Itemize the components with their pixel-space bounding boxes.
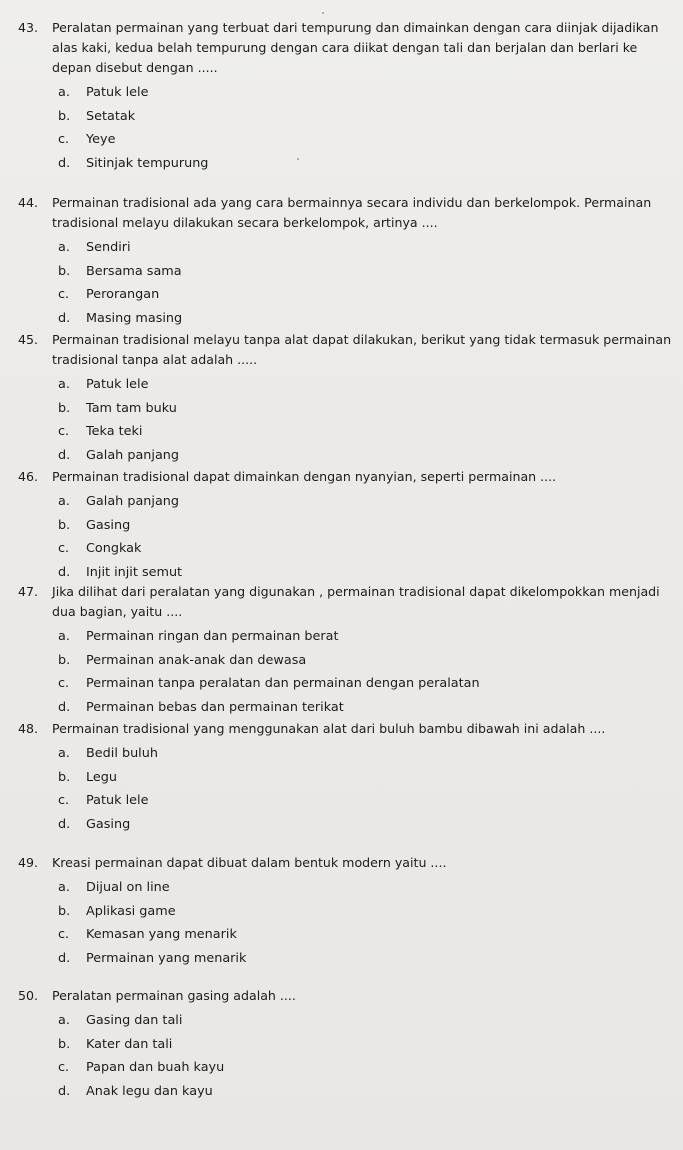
option-letter: c. — [58, 287, 70, 303]
option-text: Patuk lele — [86, 793, 149, 809]
option-letter: a. — [58, 377, 70, 392]
option-letter: d. — [58, 564, 71, 580]
option-letter: c. — [58, 1060, 70, 1076]
question-number: 50. — [18, 988, 39, 1003]
option-text: Bedil buluh — [86, 746, 158, 761]
option-b — [0, 260, 683, 284]
option-text: Dijual on line — [86, 880, 170, 895]
option-letter: c. — [58, 424, 70, 440]
option-c — [0, 420, 683, 444]
option-text: Permainan bebas dan permainan terikat — [86, 699, 344, 715]
option-letter: a. — [58, 240, 70, 255]
option-letter: c. — [58, 541, 70, 557]
option-text: Anak legu dan kayu — [86, 1083, 213, 1099]
question-stem — [0, 18, 683, 78]
option-letter: b. — [58, 652, 71, 668]
option-b — [0, 649, 683, 673]
option-text: Setatak — [86, 108, 136, 124]
option-text: Gasing — [86, 816, 131, 832]
option-letter: d. — [58, 155, 71, 171]
option-letter: b. — [58, 1036, 71, 1052]
option-letter: d. — [58, 950, 71, 966]
question-number: 48. — [18, 721, 39, 736]
option-a — [0, 876, 683, 900]
option-letter: a. — [58, 880, 70, 895]
option-c — [0, 128, 683, 152]
option-text: Permainan ringan dan permainan berat — [86, 629, 339, 644]
option-d — [0, 152, 683, 176]
question-47 — [0, 582, 683, 719]
question-text: Kreasi permainan dapat dibuat dalam bentuk modern yaitu .... — [52, 855, 447, 870]
question-stem — [0, 193, 683, 233]
option-text: Gasing — [86, 517, 131, 533]
option-letter: d. — [58, 699, 71, 715]
option-a — [0, 490, 683, 514]
option-text: Yeye — [86, 132, 116, 148]
option-text: Galah panjang — [86, 494, 180, 509]
option-letter: c. — [58, 793, 70, 809]
option-d — [0, 947, 683, 971]
question-stem — [0, 986, 683, 1006]
question-number: 43. — [18, 20, 39, 35]
question-49 — [0, 853, 683, 970]
option-text: Kemasan yang menarik — [86, 927, 237, 943]
option-letter: c. — [58, 676, 70, 692]
question-46 — [0, 467, 683, 584]
option-c — [0, 789, 683, 813]
question-43 — [0, 18, 683, 175]
option-text: Masing masing — [86, 310, 183, 326]
question-text: Permainan tradisional melayu tanpa alat dapat dilakukan, berikut yang tidak termasuk permainan tradisional tanpa alat adalah ..... — [52, 332, 672, 367]
option-text: Permainan anak-anak dan dewasa — [86, 652, 307, 668]
option-letter: b. — [58, 263, 71, 279]
option-text: Gasing dan tali — [86, 1013, 183, 1028]
option-list — [0, 373, 683, 467]
option-letter: d. — [58, 310, 71, 326]
paper-speck — [322, 12, 324, 14]
option-list — [0, 236, 683, 330]
option-letter: b. — [58, 517, 71, 533]
option-c — [0, 672, 683, 696]
option-b — [0, 1033, 683, 1057]
option-text: Permainan yang menarik — [86, 950, 247, 966]
option-c — [0, 537, 683, 561]
option-b — [0, 766, 683, 790]
option-text: Patuk lele — [86, 85, 149, 100]
option-letter: a. — [58, 629, 70, 644]
question-stem — [0, 853, 683, 873]
option-d — [0, 1080, 683, 1104]
option-list — [0, 490, 683, 584]
option-b — [0, 514, 683, 538]
option-letter: c. — [58, 132, 70, 148]
option-list — [0, 81, 683, 175]
option-a — [0, 1009, 683, 1033]
question-45 — [0, 330, 683, 467]
question-text: Permainan tradisional ada yang cara bermainnya secara individu dan berkelompok. Permainan tradisional melayu dilakukan secara berkelompok, artinya .... — [52, 195, 652, 230]
option-c — [0, 923, 683, 947]
option-b — [0, 900, 683, 924]
question-stem — [0, 719, 683, 739]
option-letter: a. — [58, 85, 70, 100]
question-number: 49. — [18, 855, 39, 870]
option-text: Sendiri — [86, 240, 131, 255]
question-text: Peralatan permainan gasing adalah .... — [52, 988, 296, 1003]
option-text: Injit injit semut — [86, 564, 183, 580]
option-a — [0, 81, 683, 105]
question-stem — [0, 467, 683, 487]
option-text: Tam tam buku — [86, 400, 177, 416]
option-list — [0, 625, 683, 719]
option-text: Galah panjang — [86, 447, 180, 463]
question-number: 44. — [18, 195, 39, 210]
option-a — [0, 625, 683, 649]
option-text: Papan dan buah kayu — [86, 1060, 225, 1076]
option-letter: a. — [58, 494, 70, 509]
question-text: Jika dilihat dari peralatan yang digunakan , permainan tradisional dapat dikelompokkan menjadi dua bagian, yaitu .... — [52, 584, 660, 619]
option-d — [0, 696, 683, 720]
option-letter: a. — [58, 1013, 70, 1028]
option-letter: b. — [58, 769, 71, 785]
question-text: Permainan tradisional dapat dimainkan dengan nyanyian, seperti permainan .... — [52, 469, 557, 484]
option-b — [0, 397, 683, 421]
question-48 — [0, 719, 683, 836]
question-text: Permainan tradisional yang menggunakan alat dari buluh bambu dibawah ini adalah .... — [52, 721, 606, 736]
option-d — [0, 444, 683, 468]
option-list — [0, 876, 683, 970]
option-text: Congkak — [86, 541, 142, 557]
option-letter: c. — [58, 927, 70, 943]
option-text: Permainan tanpa peralatan dan permainan dengan peralatan — [86, 676, 480, 692]
option-letter: b. — [58, 108, 71, 124]
option-c — [0, 1056, 683, 1080]
option-letter: a. — [58, 746, 70, 761]
question-stem — [0, 582, 683, 622]
option-a — [0, 373, 683, 397]
option-b — [0, 105, 683, 129]
option-letter: d. — [58, 1083, 71, 1099]
option-text: Aplikasi game — [86, 903, 176, 919]
option-a — [0, 236, 683, 260]
question-number: 45. — [18, 332, 39, 347]
option-text: Teka teki — [86, 424, 143, 440]
option-letter: b. — [58, 400, 71, 416]
question-text: Peralatan permainan yang terbuat dari tempurung dan dimainkan dengan cara diinjak dijadikan alas kaki, kedua belah tempurung dengan cara diikat dengan tali dan berjalan dan berlari ke depan disebut dengan ..... — [52, 20, 659, 75]
option-d — [0, 307, 683, 331]
question-stem — [0, 330, 683, 370]
question-number: 46. — [18, 469, 39, 484]
option-text: Kater dan tali — [86, 1036, 173, 1052]
option-d — [0, 813, 683, 837]
option-list — [0, 1009, 683, 1103]
option-letter: d. — [58, 816, 71, 832]
option-text: Patuk lele — [86, 377, 149, 392]
option-text: Sitinjak tempurung — [86, 155, 209, 171]
option-d — [0, 561, 683, 585]
option-letter: d. — [58, 447, 71, 463]
option-list — [0, 742, 683, 836]
option-a — [0, 742, 683, 766]
option-text: Perorangan — [86, 287, 160, 303]
question-number: 47. — [18, 584, 39, 599]
option-letter: b. — [58, 903, 71, 919]
paper-speck — [297, 158, 299, 160]
option-c — [0, 283, 683, 307]
option-text: Legu — [86, 769, 118, 785]
option-text: Bersama sama — [86, 263, 182, 279]
question-50 — [0, 986, 683, 1103]
question-44 — [0, 193, 683, 330]
